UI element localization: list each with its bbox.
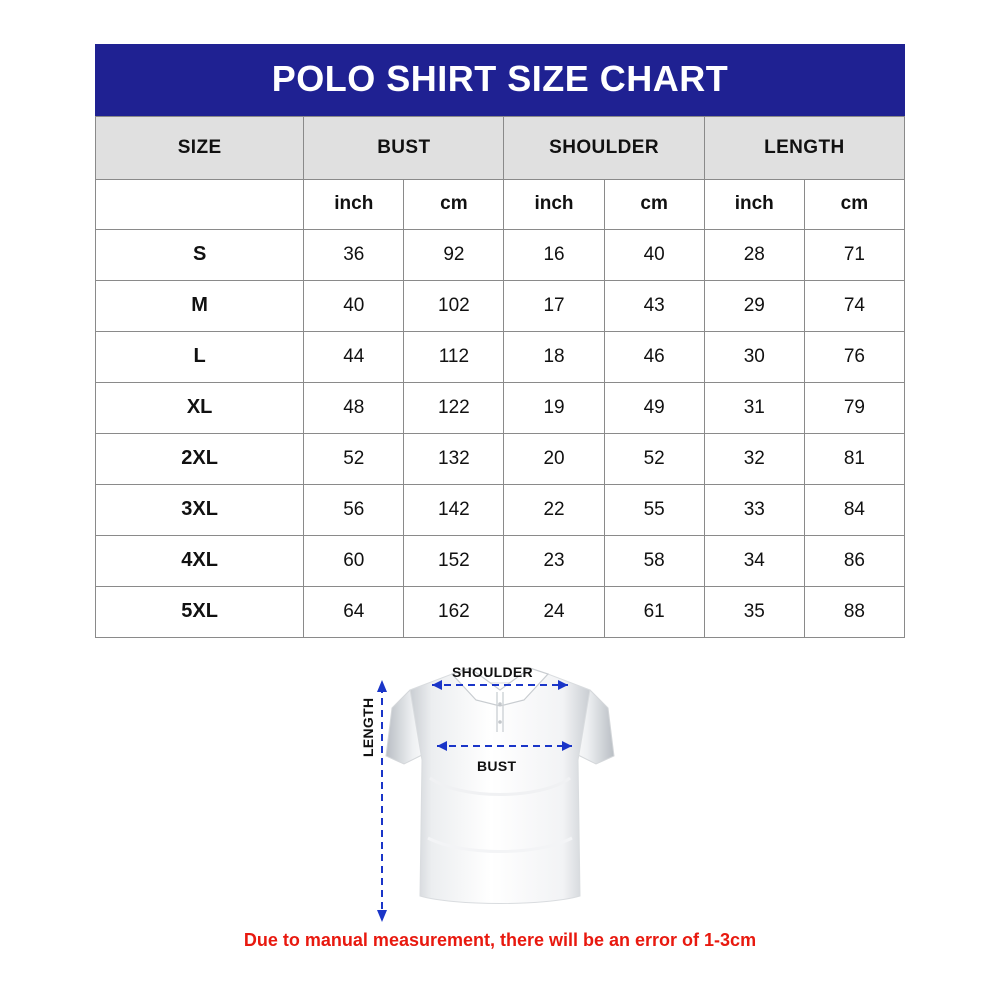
cell-bust-inch: 48 [304,382,404,433]
cell-bust-cm: 112 [404,331,504,382]
cell-bust-cm: 122 [404,382,504,433]
unit-bust-cm: cm [404,179,504,229]
bust-label: BUST [477,758,517,774]
unit-length-inch: inch [704,179,804,229]
table-body [96,179,905,637]
cell-length-cm: 88 [804,586,904,637]
cell-length-cm: 81 [804,433,904,484]
cell-bust-inch: 40 [304,280,404,331]
cell-size: 2XL [96,433,304,484]
cell-size: S [96,229,304,280]
page-title: POLO SHIRT SIZE CHART [95,44,905,116]
cell-length-inch: 34 [704,535,804,586]
cell-shoulder-cm: 49 [604,382,704,433]
measurement-note: Due to manual measurement, there will be an error of 1-3cm [243,930,757,950]
unit-shoulder-cm: cm [604,179,704,229]
table-row [96,382,905,433]
table-row [96,433,905,484]
cell-length-inch: 30 [704,331,804,382]
cell-shoulder-cm: 61 [604,586,704,637]
cell-shoulder-inch: 16 [504,229,604,280]
cell-bust-cm: 142 [404,484,504,535]
cell-bust-cm: 102 [404,280,504,331]
column-header-bust: BUST [304,116,504,179]
cell-length-cm: 79 [804,382,904,433]
cell-shoulder-cm: 46 [604,331,704,382]
cell-shoulder-inch: 19 [504,382,604,433]
table-row [96,535,905,586]
table-row [96,229,905,280]
cell-shoulder-cm: 55 [604,484,704,535]
cell-length-cm: 86 [804,535,904,586]
table-header-row [96,116,905,179]
column-header-size: SIZE [96,116,304,179]
cell-bust-inch: 44 [304,331,404,382]
length-label: LENGTH [360,697,376,757]
cell-shoulder-cm: 43 [604,280,704,331]
length-measure-arrow [377,680,387,922]
cell-size: 4XL [96,535,304,586]
unit-cell-blank [96,179,304,229]
cell-bust-inch: 52 [304,433,404,484]
column-header-length: LENGTH [704,116,904,179]
cell-bust-cm: 152 [404,535,504,586]
cell-length-cm: 71 [804,229,904,280]
table-row [96,331,905,382]
cell-bust-inch: 36 [304,229,404,280]
cell-shoulder-inch: 24 [504,586,604,637]
cell-length-inch: 28 [704,229,804,280]
table-units-row [96,179,905,229]
cell-size: 3XL [96,484,304,535]
cell-length-inch: 31 [704,382,804,433]
size-chart-table [95,116,905,638]
table-row [96,484,905,535]
cell-size: L [96,331,304,382]
shoulder-label: SHOULDER [452,664,533,680]
cell-length-inch: 35 [704,586,804,637]
cell-bust-inch: 60 [304,535,404,586]
column-header-shoulder: SHOULDER [504,116,704,179]
table-header [96,116,905,179]
unit-bust-inch: inch [304,179,404,229]
cell-shoulder-inch: 22 [504,484,604,535]
cell-length-inch: 29 [704,280,804,331]
unit-shoulder-inch: inch [504,179,604,229]
cell-bust-cm: 92 [404,229,504,280]
cell-shoulder-cm: 40 [604,229,704,280]
cell-shoulder-inch: 18 [504,331,604,382]
cell-length-inch: 33 [704,484,804,535]
cell-size: M [96,280,304,331]
unit-length-cm: cm [804,179,904,229]
cell-bust-inch: 56 [304,484,404,535]
cell-shoulder-inch: 17 [504,280,604,331]
cell-length-inch: 32 [704,433,804,484]
cell-bust-cm: 132 [404,433,504,484]
cell-shoulder-cm: 52 [604,433,704,484]
cell-length-cm: 74 [804,280,904,331]
cell-shoulder-inch: 20 [504,433,604,484]
cell-bust-inch: 64 [304,586,404,637]
cell-size: XL [96,382,304,433]
cell-shoulder-cm: 58 [604,535,704,586]
cell-bust-cm: 162 [404,586,504,637]
cell-shoulder-inch: 23 [504,535,604,586]
table-row [96,280,905,331]
cell-length-cm: 84 [804,484,904,535]
cell-length-cm: 76 [804,331,904,382]
polo-shirt-graphic [386,668,614,904]
cell-size: 5XL [96,586,304,637]
size-chart-container [95,44,905,638]
